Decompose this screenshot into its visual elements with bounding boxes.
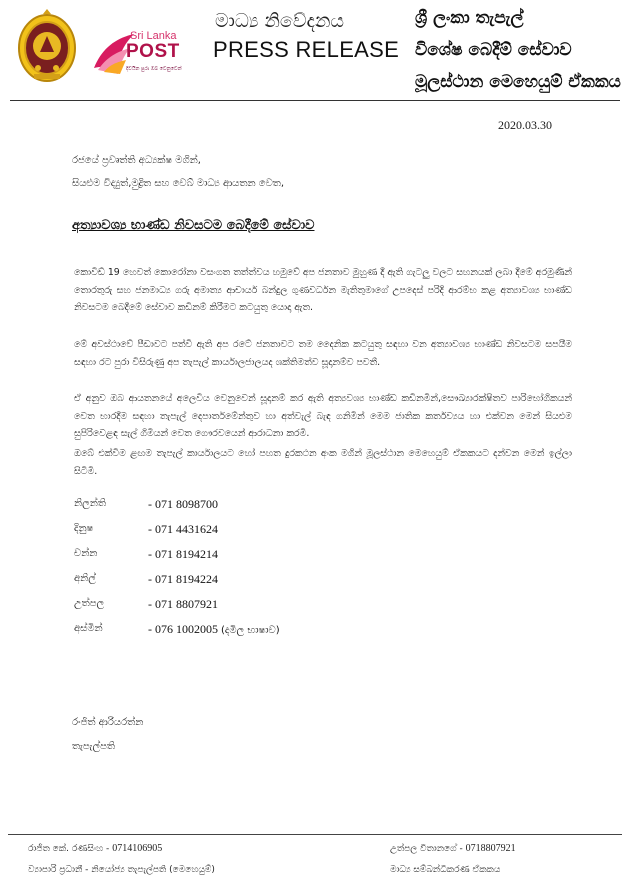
contact-row — [74, 548, 374, 573]
paragraph-2: මේ අවස්ථාවේ පීඩාවට පත්වී ඇති අප රටේ ජනතාවට තම දෛනික කටයුතු සඳහා වන අත්‍යාවශ්‍ය භාණ්ඩ නිවසටම සපයීම සඳහා රට පුරා විසිරුණු අප තැපැල් කාර්යාලජාලයද ශක්තිමත්ව සූදානම්ව පවතී. — [74, 339, 572, 368]
department-line-2: විශේෂ බෙදීම් සේවාව — [415, 40, 572, 60]
contact-number: - 071 4431624 — [148, 522, 218, 536]
footer-right-title: මාධ්‍ය සම්බන්ධීකරණ ඒකකය — [390, 865, 501, 875]
press-release-title: PRESS RELEASE — [213, 37, 400, 62]
department-line-3: මූලස්ථාන මෙහෙයුම් ඒකකය — [415, 72, 621, 92]
contact-number: - 071 8194214 — [148, 547, 218, 561]
contact-name: උත්පල — [74, 598, 105, 609]
contact-row — [74, 573, 374, 598]
contact-list — [74, 498, 374, 648]
logo-tagline: දිවයින පුරා ඔබ වෙනුවෙන් — [126, 66, 182, 72]
signatory-name: රංජිත් ආරියරත්න — [72, 717, 144, 728]
contact-row — [74, 598, 374, 623]
contact-name: අස්මින් — [74, 623, 103, 634]
footer-left-contact: රාජිත කේ. රණසිංහ - 0714106905 — [28, 843, 163, 854]
addressee-line-1: රජයේ ප්‍රවෘත්ති අධ්‍යක්ෂ මගින්, — [72, 155, 201, 166]
logo-text-post: POST — [126, 41, 180, 62]
footer-divider — [8, 834, 622, 835]
contact-number: - 071 8194224 — [148, 572, 218, 586]
sri-lanka-emblem-icon — [16, 8, 78, 84]
contact-number: - 071 8098700 — [148, 497, 218, 511]
paragraph-3: ඒ අනුව ඔබ ආයතනයේ අලෙවිය වෙනුවෙන් සූදානම් කර ඇති අත්‍යවශ්‍ය භාණ්ඩ කඩිනමින්,සෞඛ්‍යාරක්ෂිතව පාරිභෝගිකයන් වෙත භාරදීම සඳහා තැපැල් දෙපාර්තමේන්තුව හා අත්වැල් බැඳ ගනිමින් මෙම ජාතික කර්තව්‍යය හා එක්වන මෙන් සියළුම සුපිරිවෙළඳ සැල් ගිමියන් වෙත ගෞරවයෙන් ආරාධනා කරමි. — [74, 393, 572, 439]
footer-right-contact: උත්පල විතානගේ - 0718807921 — [390, 843, 516, 854]
contact-name: නිලන්ති — [74, 498, 106, 509]
addressee-line-2: සියළුම විද්‍යුත්,මුද්‍රිත සහ වෙබ් මාධ්‍ය ආයතන වෙත, — [72, 178, 285, 189]
contact-row — [74, 623, 374, 648]
contact-language-note: (දමිල භාෂාව) — [221, 625, 280, 636]
contact-name: දිනුෂ — [74, 523, 94, 534]
paragraph-1: කොවිඩ් 19 හෙවත් කොරෝනා වසංගත තත්ත්වය හමුවේ අප ජනතාව මුහුණ දී ඇති ගැටලු වලට සහනයක් ලබා දීමේ අරමුණින් තොරතුරු සහ ජනමාධ්‍ය ගරු අමාත්‍ය ආචාර්ය බන්දුල ගුණවර්ධන මැතිතුමාගේ උපදෙස් පරිදි ආරම්භ කළ අත්‍යාවශ්‍ය භාණ්ඩ නිවසටම බෙදීමේ සේවාව කඩිනම් කිරීමට කටයුතු යොදා ඇත. — [74, 267, 572, 313]
press-release-sinhala-title: මාධ්‍ය නිවේදනය — [215, 10, 345, 32]
document-title: අත්‍යාවශ්‍ය භාණ්ඩ නිවසටම බෙදීමේ සේවාව — [72, 218, 315, 233]
contact-row — [74, 498, 374, 523]
header-divider — [10, 100, 620, 101]
logo-text-sri-lanka: Sri Lanka — [130, 30, 177, 42]
paragraph-4: ඔබේ එක්වීම ළඟම තැපැල් කාර්යාලයට හෝ පහත දුරකථන අංක මගින් මූලස්ථාන මෙහෙයුම් ඒකකයට දන්වන මෙන් ඉල්ලා සිටිමි. — [74, 448, 572, 477]
department-line-1: ශ්‍රී ලංකා තැපැල් — [415, 8, 524, 28]
contact-name: අනිල් — [74, 573, 96, 584]
footer-left-title: ව්‍යාපාරි ප්‍රධානී - නියෝජ්‍ය තැපැල්පති (මෙහෙයුම්) — [28, 865, 215, 875]
signatory-designation: තැපැල්පති — [72, 741, 115, 752]
sri-lanka-post-logo — [90, 22, 185, 84]
contact-row — [74, 523, 374, 548]
contact-name: චන්න — [74, 548, 98, 559]
contact-number: - 076 1002005 (දමිල භාෂාව) — [148, 622, 280, 636]
release-date: 2020.03.30 — [498, 118, 552, 132]
contact-number: - 071 8807921 — [148, 597, 218, 611]
